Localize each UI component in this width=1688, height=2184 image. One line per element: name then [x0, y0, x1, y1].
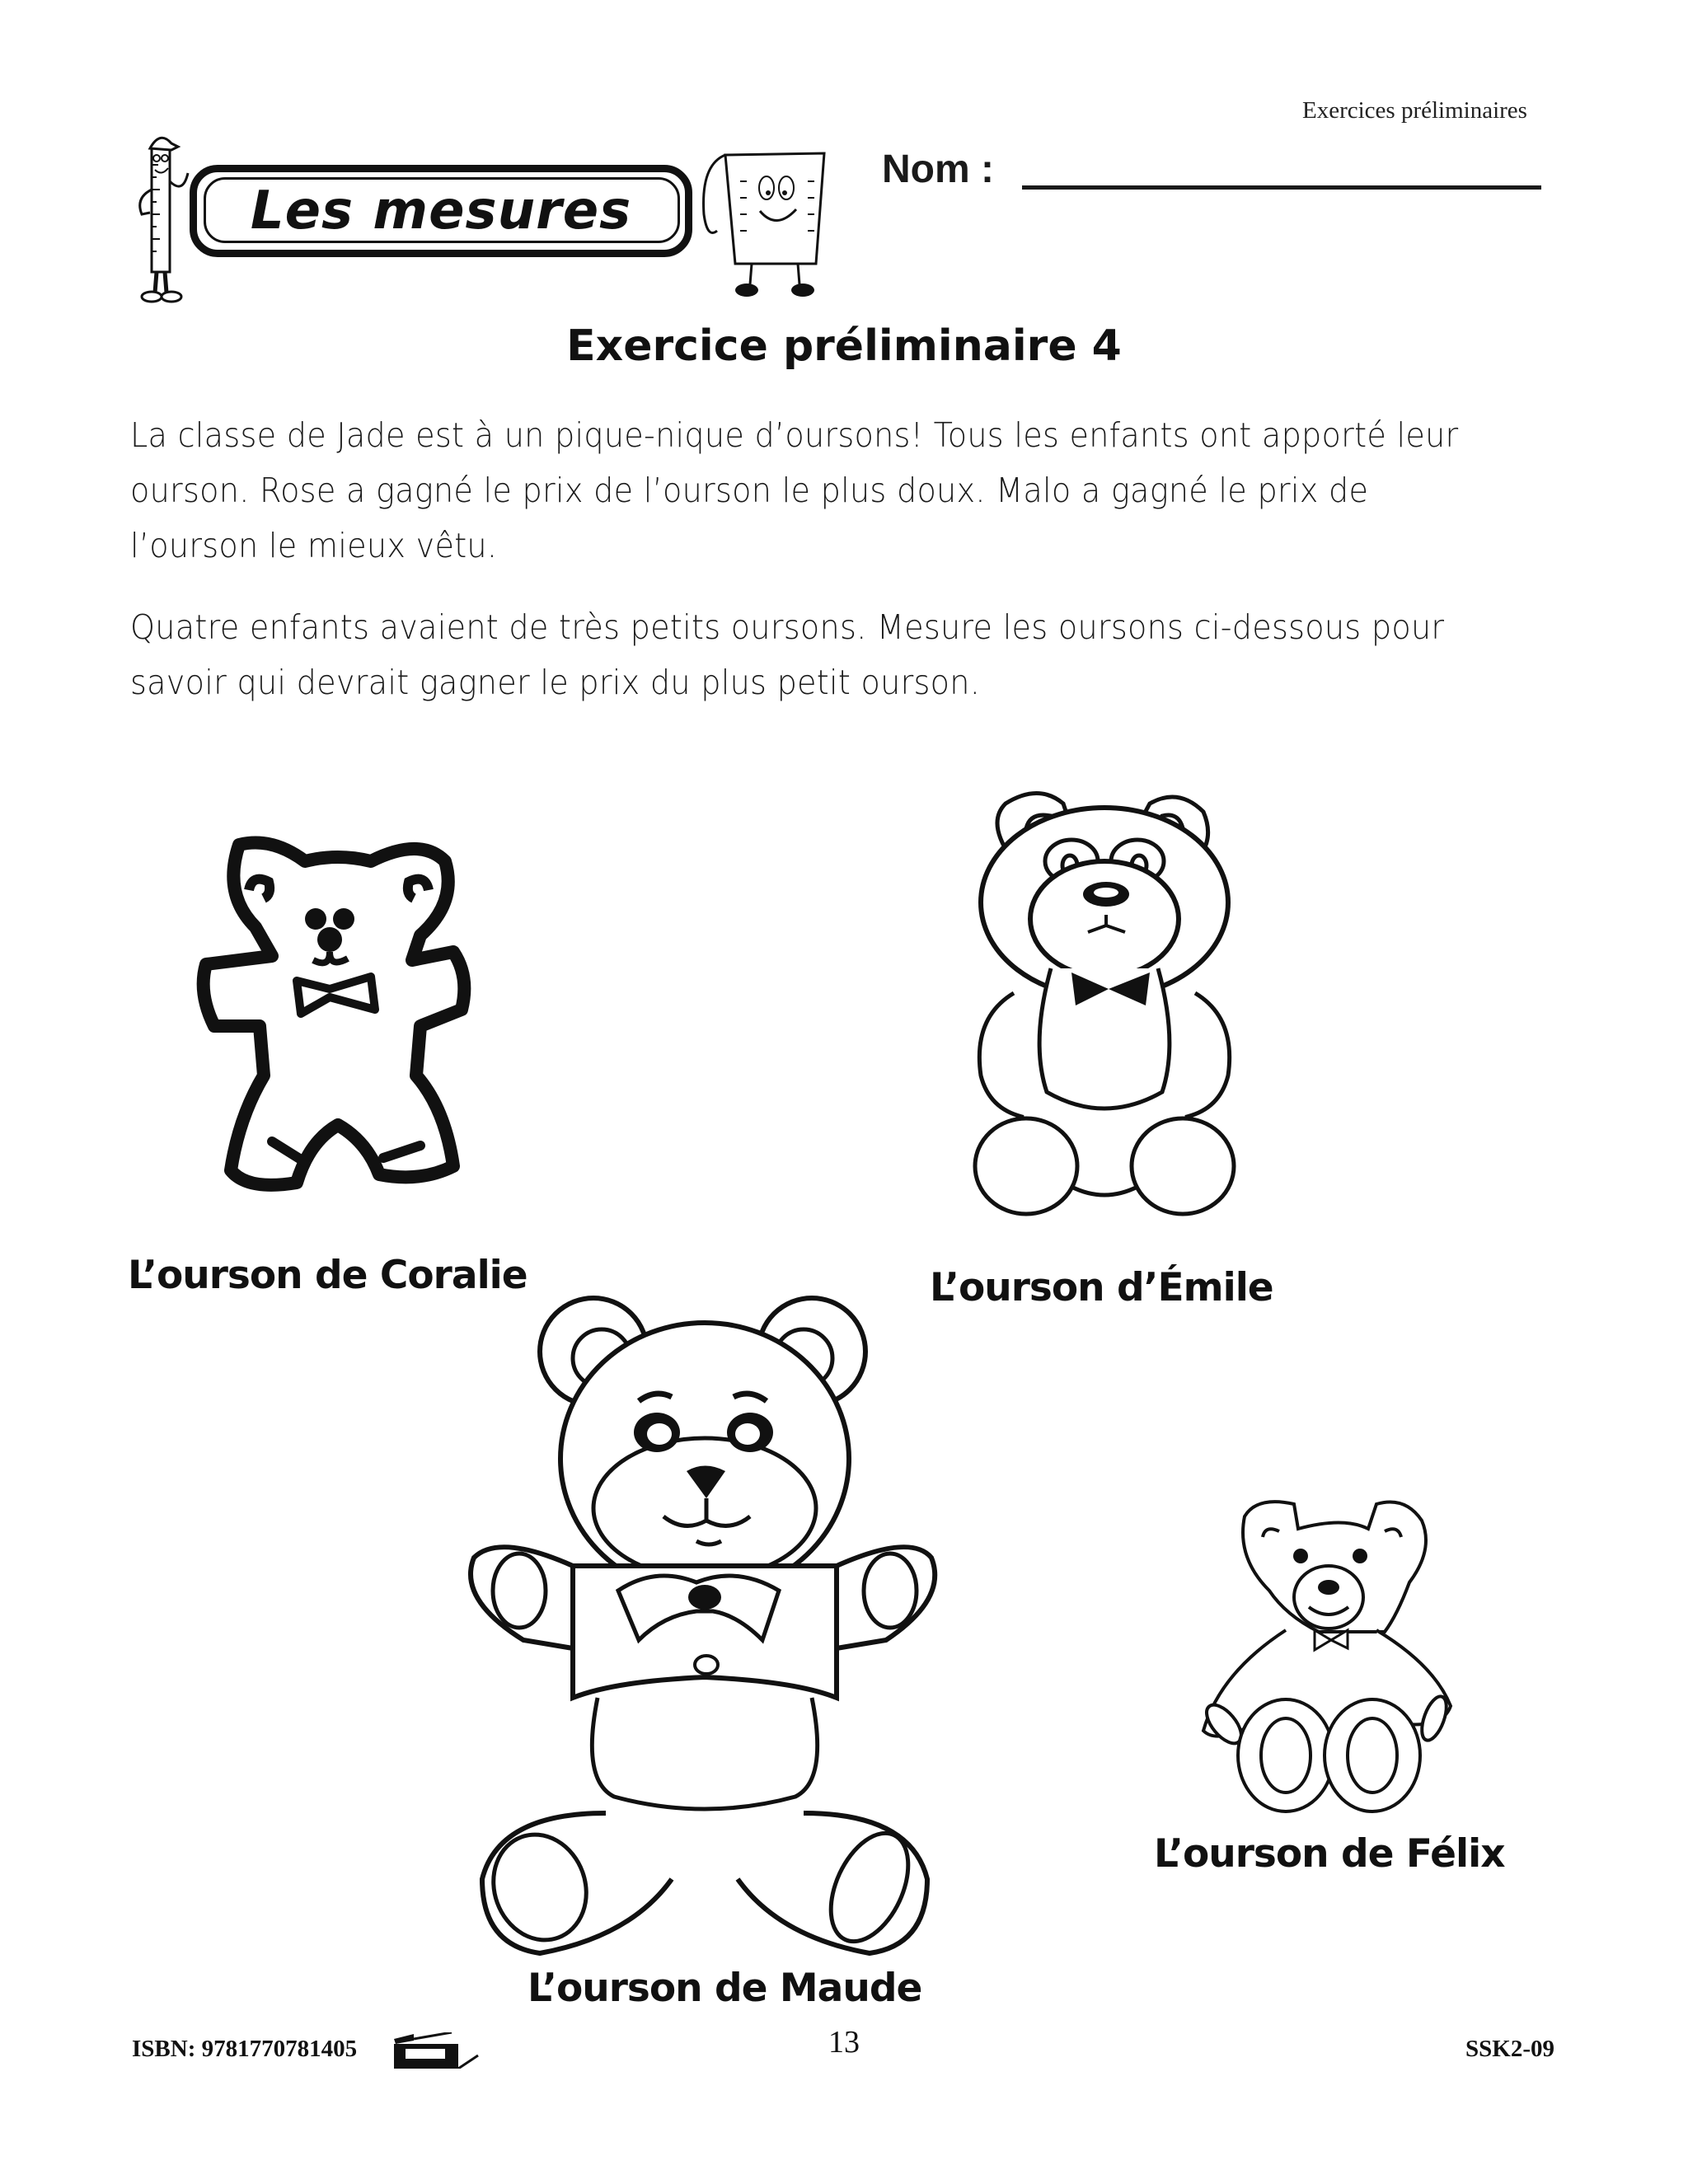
- intro-paragraph: La classe de Jade est à un pique-nique d’oursons! Tous les enfants ont apporté leur ourson. Rose a gagné le prix de l’ourson le plus doux. Malo a gagné le prix de l’ourson le mieux vêtu.: [130, 415, 1459, 565]
- page-number: 13: [828, 2025, 860, 2060]
- teddy-bear-maude-icon: [466, 1286, 944, 1978]
- header-banner: [132, 115, 841, 305]
- banner-frame: [190, 165, 692, 257]
- measuring-cup-mascot-icon: [692, 148, 841, 305]
- teddy-bear-felix-icon: [1187, 1483, 1459, 1830]
- bear-label-coralie: L’ourson de Coralie: [128, 1253, 528, 1298]
- banner-title: Les mesures: [250, 180, 632, 241]
- bear-maude: [466, 1286, 944, 1978]
- exercise-title: Exercice préliminaire 4: [566, 321, 1122, 371]
- footer-isbn: ISBN: 9781770781405: [132, 2036, 358, 2062]
- teddy-bear-emile-icon: [964, 779, 1245, 1224]
- bear-coralie: [173, 828, 486, 1224]
- teddy-bear-coralie-icon: [173, 828, 486, 1224]
- section-tag: Exercices préliminaires: [1302, 97, 1527, 124]
- instruction-paragraph: Quatre enfants avaient de très petits oursons. Mesure les oursons ci-dessous pour savoir qui devrait gagner le prix du plus petit ourson.: [130, 607, 1445, 702]
- product-code: SSK2-09: [1465, 2036, 1554, 2062]
- bear-felix: [1187, 1483, 1459, 1830]
- name-label: Nom :: [882, 148, 994, 191]
- bear-emile: [964, 779, 1245, 1224]
- bear-label-felix: L’ourson de Félix: [1154, 1831, 1505, 1877]
- name-input-line[interactable]: [1022, 185, 1541, 190]
- bear-label-maude: L’ourson de Maude: [528, 1966, 922, 2011]
- bear-label-emile: L’ourson d’Émile: [930, 1265, 1273, 1310]
